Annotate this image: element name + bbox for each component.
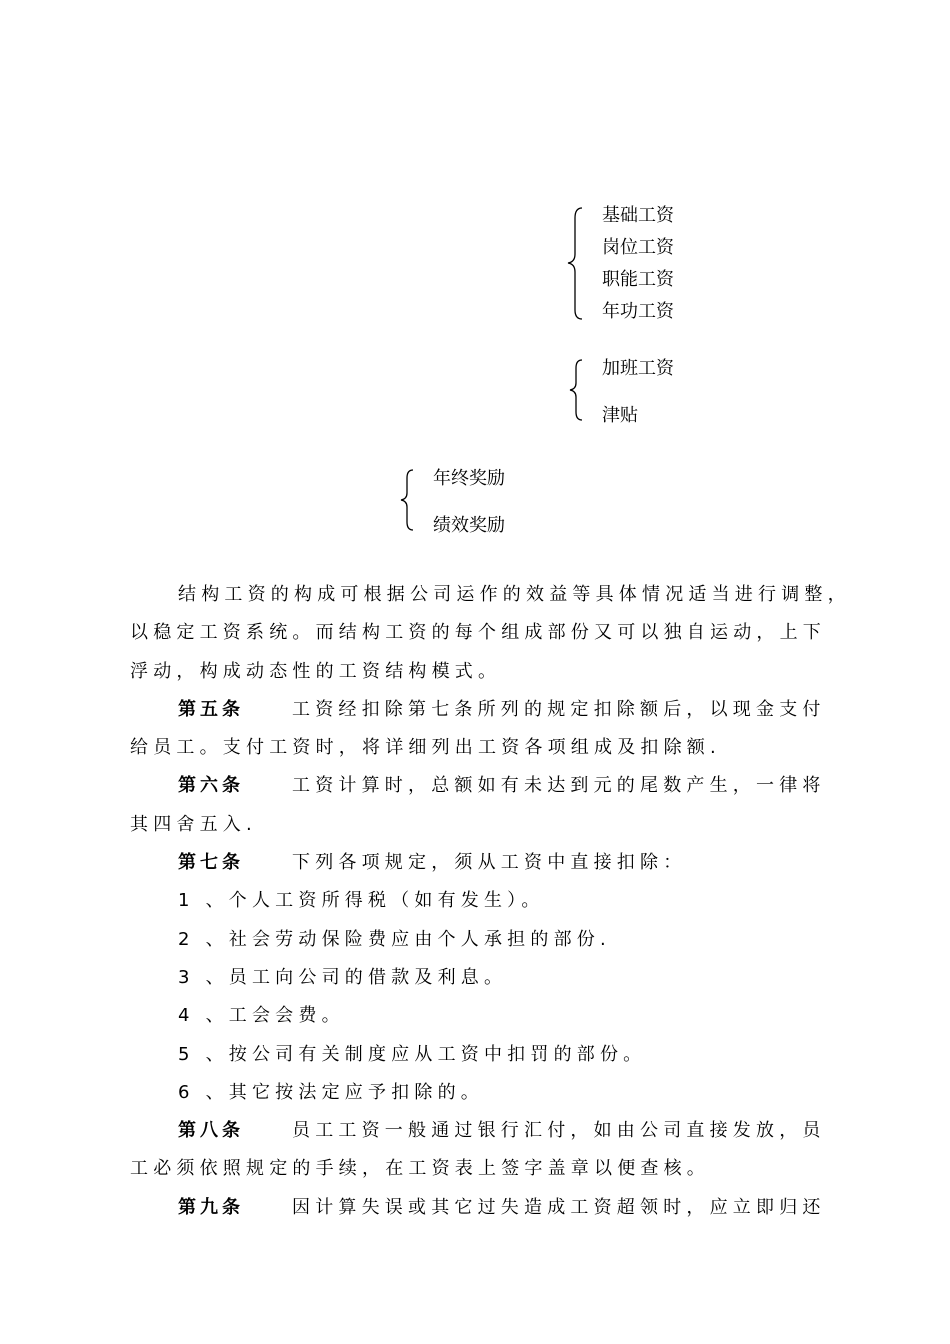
brace-item: 基础工资 xyxy=(602,205,674,226)
paragraph-line: 给员工。支付工资时，将详细列出工资各项组成及扣除额. xyxy=(130,737,721,759)
brace-item: 年功工资 xyxy=(602,301,674,322)
list-item: 6 、其它按法定应予扣除的。 xyxy=(178,1081,484,1103)
article-text: 员工工资一般通过银行汇付，如由公司直接发放，员 xyxy=(292,1120,826,1142)
curly-brace-icon xyxy=(564,204,586,324)
list-item: 2 、社会劳动保险费应由个人承担的部份. xyxy=(178,928,611,950)
article-label: 第七条 xyxy=(178,852,244,874)
article-label: 第九条 xyxy=(178,1196,244,1218)
article-label: 第八条 xyxy=(178,1120,244,1142)
article-text: 工资计算时，总额如有未达到元的尾数产生，一律将 xyxy=(292,775,826,797)
list-item: 4 、工会会费。 xyxy=(178,1005,345,1027)
article-label: 第六条 xyxy=(178,775,244,797)
brace-item: 加班工资 xyxy=(602,358,674,379)
list-item: 5 、按公司有关制度应从工资中扣罚的部份。 xyxy=(178,1043,647,1065)
brace-item: 职能工资 xyxy=(602,269,674,290)
brace-group-extra-pay xyxy=(564,357,704,429)
list-item: 1 、个人工资所得税（如有发生）。 xyxy=(178,890,545,912)
curly-brace-icon xyxy=(395,467,417,533)
article-text: 因计算失误或其它过失造成工资超领时，应立即归还 xyxy=(292,1196,826,1218)
brace-group-base-pay xyxy=(564,204,704,324)
article-6 xyxy=(130,767,865,805)
brace-item: 绩效奖励 xyxy=(433,515,505,536)
brace-group-bonus xyxy=(395,467,535,539)
paragraph-line: 工必须依照规定的手续，在工资表上签字盖章以便查核。 xyxy=(130,1158,710,1180)
article-5 xyxy=(130,691,865,729)
paragraph-line: 结构工资的构成可根据公司运作的效益等具体情况适当进行调整， xyxy=(178,584,851,605)
article-text: 工资经扣除第七条所列的规定扣除额后，以现金支付 xyxy=(292,698,826,720)
article-text: 下列各项规定，须从工资中直接扣除： xyxy=(292,852,687,874)
paragraph-line: 以稳定工资系统。而结构工资的每个组成部份又可以独自运动，上下 xyxy=(130,622,826,644)
brace-item: 津贴 xyxy=(602,405,638,426)
brace-item: 年终奖励 xyxy=(433,468,505,489)
list-item: 3 、员工向公司的借款及利息。 xyxy=(178,966,508,988)
article-7 xyxy=(130,844,865,882)
brace-item: 岗位工资 xyxy=(602,237,674,258)
article-label: 第五条 xyxy=(178,698,244,720)
article-9 xyxy=(130,1189,865,1227)
curly-brace-icon xyxy=(564,357,586,423)
article-8 xyxy=(130,1112,865,1150)
paragraph-line: 浮动，构成动态性的工资结构模式。 xyxy=(130,660,502,682)
paragraph-line: 其四舍五入. xyxy=(130,813,257,835)
document-body xyxy=(130,576,865,1227)
